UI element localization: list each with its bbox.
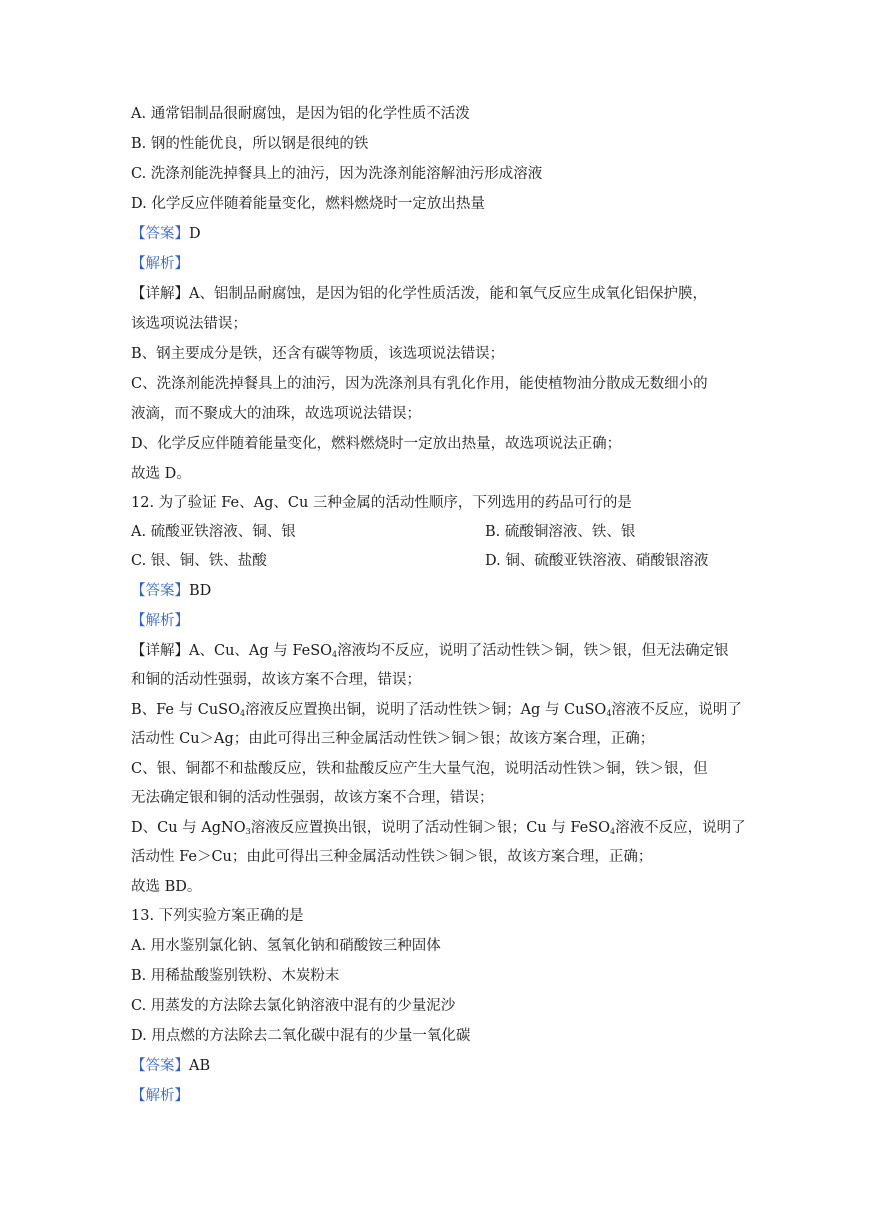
q12-detail-line: 活动性 Cu＞Ag；由此可得出三种金属活动性铁＞铜＞银；故该方案合理，正确；	[131, 731, 655, 747]
detail-text: 溶液不反应，说明了	[611, 702, 742, 718]
q11-detail-line: 故选 D。	[131, 466, 191, 482]
q12-option-d: D. 铜、硫酸亚铁溶液、硝酸银溶液	[485, 553, 709, 569]
q11-option-a: A. 通常铝制品很耐腐蚀，是因为铝的化学性质不活泼	[131, 106, 470, 122]
q12-question: 12. 为了验证 Fe、Ag、Cu 三种金属的活动性顺序，下列选用的药品可行的是	[131, 495, 632, 511]
answer-tag: 【答案】	[131, 1058, 189, 1074]
q11-detail-line: 液滴，而不聚成大的油珠，故选项说法错误；	[131, 406, 421, 422]
q13-option-b: B. 用稀盐酸鉴别铁粉、木炭粉末	[131, 968, 340, 984]
q11-detail-line: B、钢主要成分是铁，还含有碳等物质，该选项说法错误；	[131, 346, 505, 362]
q12-options-row	[131, 522, 769, 542]
q12-detail-line: 无法确定银和铜的活动性强弱，故该方案不合理，错误；	[131, 790, 494, 806]
q12-detail-line: 和铜的活动性强弱，故该方案不合理，错误；	[131, 672, 421, 688]
detail-text: B、Fe 与 CuSO	[131, 702, 240, 718]
q12-answer	[131, 581, 769, 601]
q11-analysis	[131, 254, 769, 274]
subscript: 3	[245, 827, 251, 836]
answer-tag: 【答案】	[131, 226, 189, 242]
q13-answer	[131, 1056, 769, 1076]
answer-value: BD	[189, 583, 212, 599]
q11-option-b: B. 钢的性能优良，所以钢是很纯的铁	[131, 136, 369, 152]
q13-option-a: A. 用水鉴别氯化钠、氢氧化钠和硝酸铵三种固体	[131, 938, 441, 954]
q12-analysis	[131, 611, 769, 631]
q12-detail-line: C、银、铜都不和盐酸反应，铁和盐酸反应产生大量气泡，说明活动性铁＞铜，铁＞银，但	[131, 761, 708, 777]
q11-option-d: D. 化学反应伴随着能量变化，燃料燃烧时一定放出热量	[131, 196, 485, 212]
q11-detail-line: D、化学反应伴随着能量变化，燃料燃烧时一定放出热量，故选项说法正确；	[131, 436, 622, 452]
detail-tag: 【详解】	[131, 286, 189, 302]
answer-value: D	[189, 226, 201, 242]
detail-text: D、Cu 与 AgNO	[131, 820, 246, 836]
detail-text: 溶液不反应，说明了	[615, 820, 746, 836]
q12-detail-line: 活动性 Fe＞Cu；由此可得出三种金属活动性铁＞铜＞银，故该方案合理，正确；	[131, 849, 653, 865]
q11-detail-line	[131, 284, 769, 304]
detail-text: 溶液反应置换出铜，说明了活动性铁＞铜；Ag 与 CuSO	[245, 702, 607, 718]
analysis-tag: 【解析】	[131, 1088, 189, 1104]
q12-options-row	[131, 551, 769, 571]
q13-option-c: C. 用蒸发的方法除去氯化钠溶液中混有的少量泥沙	[131, 998, 456, 1014]
detail-text: 溶液均不反应，说明了活动性铁＞铜，铁＞银，但无法确定银	[337, 643, 729, 659]
detail-text: A、Cu、Ag 与 FeSO	[189, 643, 333, 659]
q12-option-b: B. 硫酸铜溶液、铁、银	[485, 524, 636, 540]
q13-option-d: D. 用点燃的方法除去二氧化碳中混有的少量一氧化碳	[131, 1028, 471, 1044]
q12-option-c: C. 银、铜、铁、盐酸	[131, 553, 267, 569]
analysis-tag: 【解析】	[131, 256, 189, 272]
q12-detail-line	[131, 641, 769, 661]
q11-answer	[131, 224, 769, 244]
subscript: 4	[610, 827, 616, 836]
q11-detail-line: C、洗涤剂能洗掉餐具上的油污，因为洗涤剂具有乳化作用，能使植物油分散成无数细小的	[131, 376, 708, 392]
answer-tag: 【答案】	[131, 583, 189, 599]
q12-detail-line	[131, 700, 769, 720]
q11-option-c: C. 洗涤剂能洗掉餐具上的油污，因为洗涤剂能溶解油污形成溶液	[131, 166, 543, 182]
subscript: 4	[239, 709, 246, 718]
subscript: 4	[332, 650, 338, 659]
q12-detail-line: 故选 BD。	[131, 879, 202, 895]
q12-detail-line	[131, 818, 769, 838]
detail-text: A、铝制品耐腐蚀，是因为铝的化学性质活泼，能和氧气反应生成氧化铝保护膜，	[189, 286, 707, 302]
detail-text: 溶液反应置换出银，说明了活动性铜＞银；Cu 与 FeSO	[250, 820, 611, 836]
subscript: 4	[606, 709, 612, 718]
q11-detail-line: 该选项说法错误；	[131, 316, 247, 332]
q12-option-a: A. 硫酸亚铁溶液、铜、银	[131, 524, 296, 540]
q13-analysis	[131, 1086, 769, 1106]
q13-question: 13. 下列实验方案正确的是	[131, 908, 304, 924]
analysis-tag: 【解析】	[131, 613, 189, 629]
answer-value: AB	[189, 1058, 211, 1074]
detail-tag: 【详解】	[131, 643, 189, 659]
